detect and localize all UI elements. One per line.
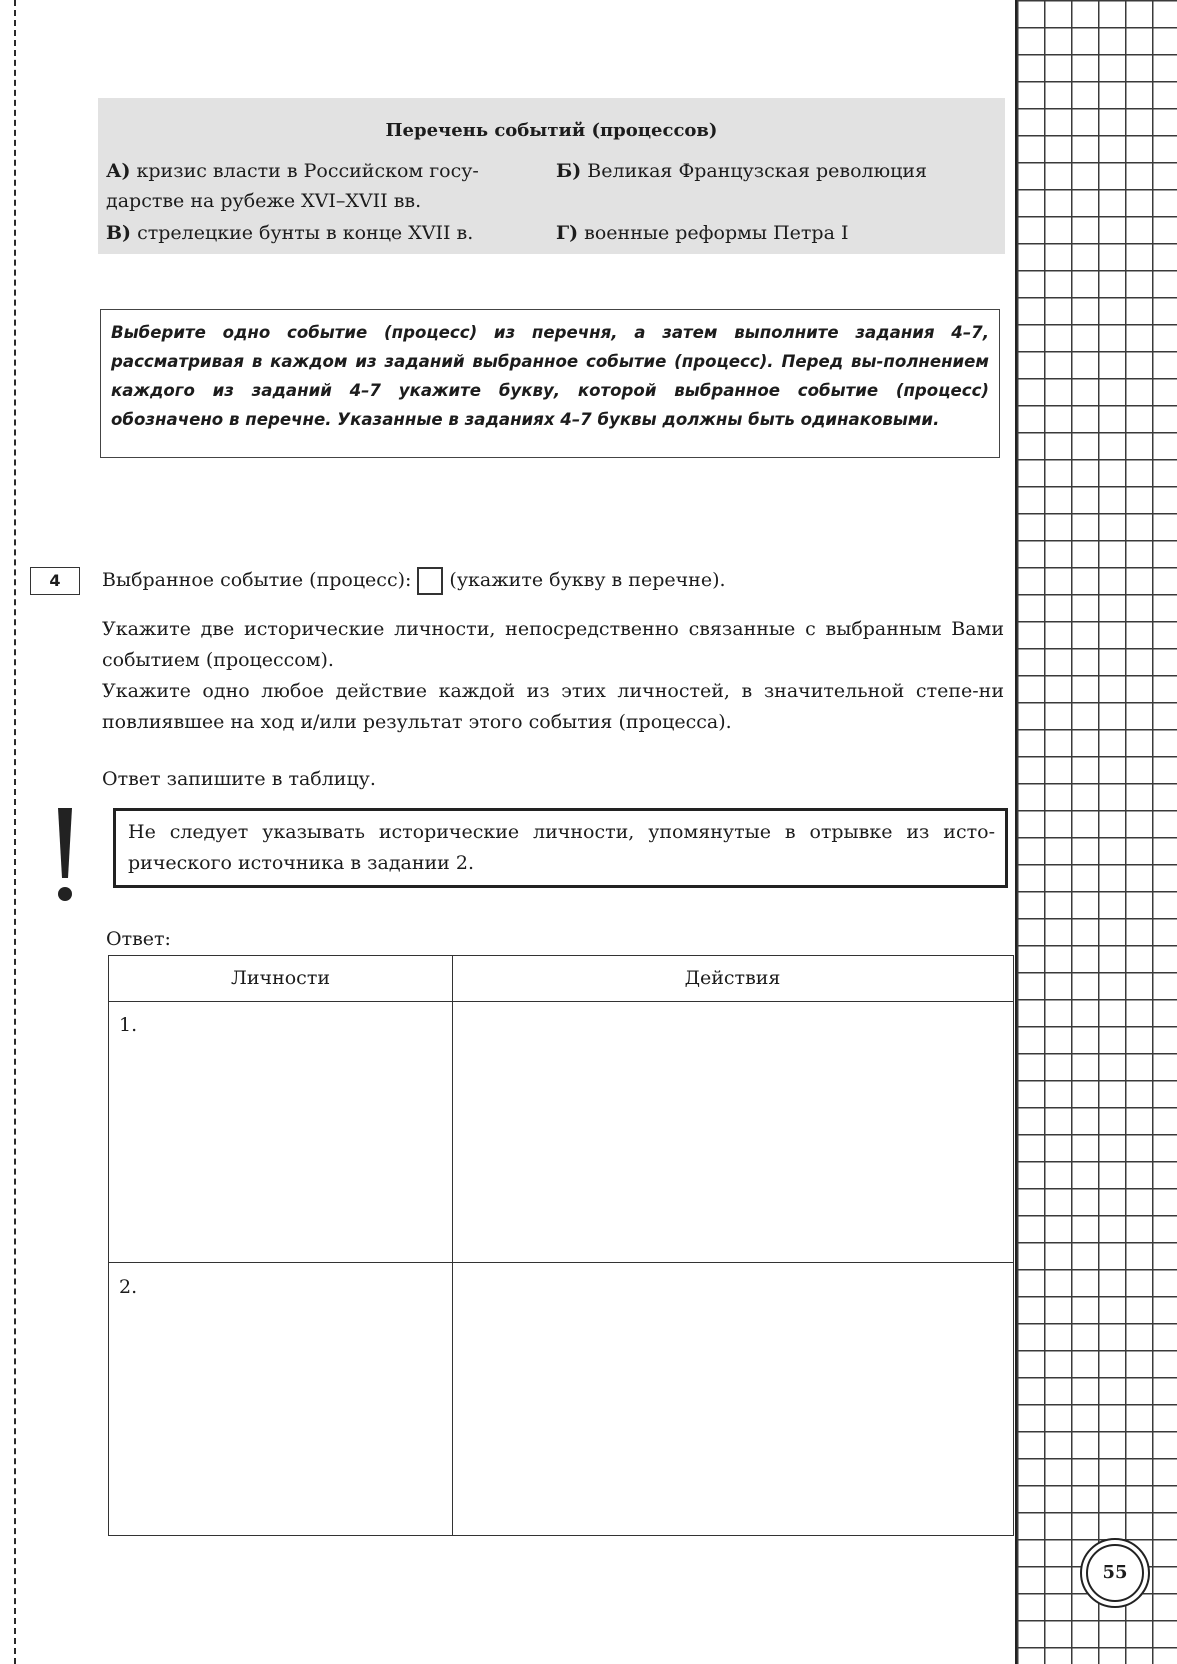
task-text (102, 614, 1004, 738)
answer-label: Ответ: (106, 928, 171, 950)
event-item-g (556, 218, 996, 248)
answer-table (108, 955, 1014, 1536)
table-row-number: 2. (119, 1276, 138, 1298)
event-text: кризис власти в Российском госу-дарстве на рубеже XVI–XVII вв. (106, 160, 479, 212)
event-item-a (106, 156, 526, 216)
event-item-b (556, 156, 996, 186)
table-row-number: 1. (119, 1014, 138, 1036)
chosen-event-line (102, 565, 726, 595)
event-item-v (106, 218, 526, 248)
answer-instruction: Ответ запишите в таблицу. (102, 768, 376, 790)
table-header-persons: Личности (231, 967, 330, 989)
event-letter: Г) (556, 222, 579, 244)
task-text-paragraph-2: Укажите одно любое действие каждой из этих личностей, в значительной степе-ни повлиявшее на ход и/или результат этого события (процесса). (102, 680, 1004, 733)
task-number: 4 (30, 567, 80, 595)
warning-box: Не следует указывать исторические личности, упомянутые в отрывке из исто-рического источника в задании 2. (113, 808, 1008, 888)
event-letter: Б) (556, 160, 582, 182)
chosen-event-prefix: Выбранное событие (процесс): (102, 569, 412, 591)
page-number-badge (1080, 1538, 1150, 1608)
draft-grid (1015, 0, 1177, 1664)
events-list-title: Перечень событий (процессов) (385, 120, 718, 141)
event-letter: А) (106, 160, 131, 182)
task-text-paragraph-1: Укажите две исторические личности, непосредственно связанные с выбранным Вами событием (процессом). (102, 618, 1004, 671)
events-list-box (98, 98, 1005, 254)
table-header-actions: Действия (684, 967, 781, 989)
table-column-divider (452, 956, 453, 1535)
event-text: стрелецкие бунты в конце XVII в. (137, 222, 474, 244)
chosen-event-suffix: (укажите букву в перечне). (449, 569, 726, 591)
instruction-box: Выберите одно событие (процесс) из перечня, а затем выполните задания 4–7, рассматривая в каждом из заданий выбранное событие (процесс). Перед вы-полнением каждого из заданий 4–7 укажите букву, которой выбранное событие (процесс) обозначено в перечне. Указанные в заданиях 4–7 буквы должны быть одинаковыми. (100, 309, 1000, 458)
event-letter: В) (106, 222, 132, 244)
table-row-divider (109, 1262, 1013, 1263)
table-header-divider (109, 1001, 1013, 1002)
event-text: Великая Французская революция (587, 160, 928, 182)
exclamation-icon (55, 806, 75, 906)
event-text: военные реформы Петра I (584, 222, 849, 244)
page-number: 55 (1086, 1544, 1144, 1602)
chosen-letter-box[interactable] (417, 567, 443, 595)
cut-line (14, 0, 16, 1664)
